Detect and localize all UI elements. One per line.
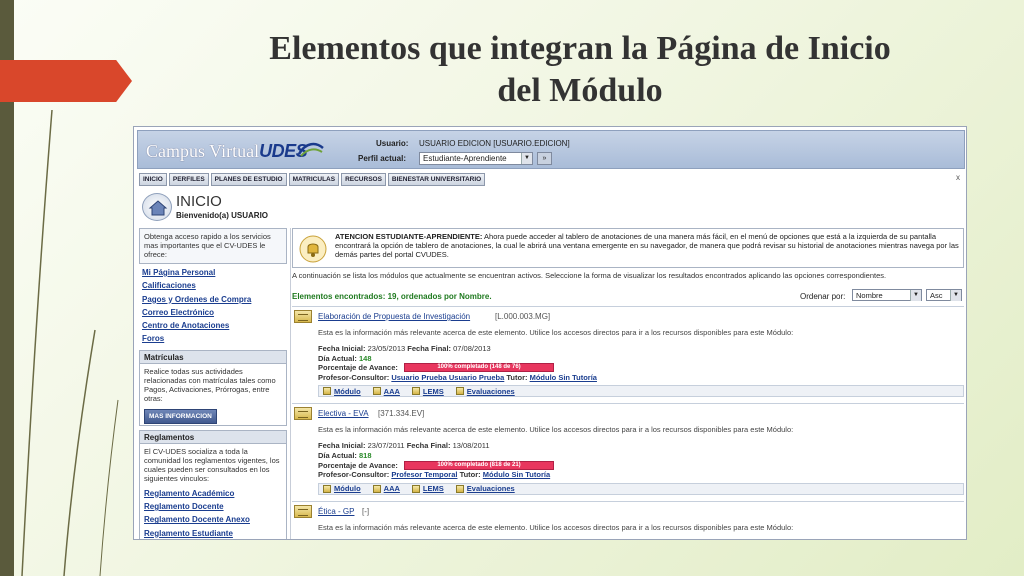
module-title-link[interactable]: Ética - GP: [318, 506, 355, 516]
reglamentos-text: El CV-UDES socializa a toda la comunidad los reglamentos vigentes, los cuales pueden ser consultados en los siguientes vinculos:: [144, 446, 280, 483]
module-progress-row: Porcentaje de Avance: 100% completado (148 de 76): [318, 363, 964, 373]
module-icon: [323, 485, 331, 493]
module-dates: Fecha Inicial: 23/05/2013 Fecha Final: 07/08/2013: [318, 344, 491, 353]
nav-tab-planes[interactable]: PLANES DE ESTUDIO: [211, 173, 287, 186]
book-icon: [412, 387, 420, 395]
module-toolbar: [318, 385, 964, 397]
nav-tab-perfiles[interactable]: PERFILES: [169, 173, 209, 186]
sidebar: [139, 228, 287, 540]
profesor-link[interactable]: Profesor Temporal: [391, 470, 458, 480]
order-field-select[interactable]: Nombre ▼: [852, 289, 922, 301]
bell-icon: [299, 235, 327, 263]
reglamento-estudiante-link[interactable]: Reglamento Estudiante: [144, 528, 233, 538]
checklist-icon: [456, 387, 464, 395]
tool-aaa-link[interactable]: AAA: [373, 484, 400, 493]
home-icon: [142, 193, 172, 221]
sidebar-info: Obtenga acceso rapido a los servicios mas importantes que el CV-UDES le ofrece:: [139, 228, 287, 264]
matriculas-section: [139, 350, 287, 426]
tool-aaa-link[interactable]: AAA: [373, 387, 400, 396]
tool-lems-link[interactable]: LEMS: [412, 387, 444, 396]
module-title-link[interactable]: Elaboración de Propuesta de Investigación: [318, 312, 471, 321]
module-people: Profesor-Consultor: Profesor Temporal Tutor: Módulo Sin Tutoría: [318, 470, 551, 480]
progress-bar: 100% completado (148 de 76): [404, 363, 554, 372]
sidebar-link-correo[interactable]: Correo Electrónico: [142, 307, 215, 317]
sidebar-links: [139, 266, 287, 346]
progress-bar: 100% completado (818 de 21): [404, 461, 554, 470]
chevron-down-icon: ▼: [910, 290, 921, 301]
folder-icon: [373, 387, 381, 395]
profesor-link[interactable]: Usuario Prueba Usuario Prueba: [391, 372, 505, 382]
module-icon: [294, 310, 312, 323]
module-description: Esta es la información más relevante acerca de este elemento. Utilice los accesos directos para ir a los recursos disponibles para este Módulo:: [318, 425, 794, 435]
nav-tab-bienestar[interactable]: BIENESTAR UNIVERSITARIO: [388, 173, 485, 186]
book-icon: [412, 485, 420, 493]
tool-modulo-link[interactable]: Módulo: [323, 484, 361, 493]
perfil-select[interactable]: Estudiante-Aprendiente ▼: [419, 152, 533, 165]
usuario-label: Usuario:: [376, 139, 409, 148]
module-dia-actual: Día Actual: 148: [318, 353, 372, 363]
tutor-link[interactable]: Módulo Sin Tutoría: [529, 372, 597, 382]
reglamento-docente-link[interactable]: Reglamento Docente: [144, 502, 224, 512]
module-icon: [294, 407, 312, 420]
sidebar-link-foros[interactable]: Foros: [142, 334, 165, 344]
tool-evaluaciones-link[interactable]: Evaluaciones: [456, 387, 515, 396]
module-item: [292, 501, 964, 534]
portal-logo[interactable]: Campus VirtualUDES: [146, 141, 308, 161]
nav-tab-inicio[interactable]: INICIO: [139, 173, 167, 186]
checklist-icon: [456, 485, 464, 493]
slide-title: [160, 28, 1000, 112]
reglamentos-section: [139, 430, 287, 540]
module-item: [292, 306, 964, 397]
announcement-text: Ahora puede acceder al tablero de anotaciones de una manera más fácil, en el menú de opciones que está a la izquierda de su pantalla encontrará la opción de tablero de anotaciones, la cual le abrirá una ventana emergente en su navegador, de manera que podrá revisar su historial de anotaciones mientras navega por las demás partes del portal CVUDES.: [335, 232, 959, 259]
perfil-label: Perfil actual:: [358, 154, 407, 163]
module-icon: [323, 387, 331, 395]
module-people: Profesor-Consultor: Usuario Prueba Usuario Prueba Tutor: Módulo Sin Tutoría: [318, 372, 597, 382]
reglamentos-title: Reglamentos: [140, 431, 286, 444]
main-content: [292, 228, 964, 534]
tool-evaluaciones-link[interactable]: Evaluaciones: [456, 484, 515, 493]
chevron-down-icon: ▼: [521, 153, 532, 164]
sidebar-link-anotaciones[interactable]: Centro de Anotaciones: [142, 321, 230, 331]
matriculas-title: Matrículas: [140, 351, 286, 364]
usuario-value: USUARIO EDICION [USUARIO.EDICION]: [419, 139, 570, 148]
module-toolbar: [318, 483, 964, 495]
chevron-down-icon: ▼: [950, 290, 961, 301]
portal-header: [137, 130, 965, 169]
tutor-link[interactable]: Módulo Sin Tutoría: [482, 470, 551, 480]
results-count: Elementos encontrados: 19, ordenados por Nombre.: [292, 292, 492, 301]
module-progress-row: Porcentaje de Avance: 100% completado (818 de 21): [318, 461, 964, 471]
module-description: Esta es la información más relevante acerca de este elemento. Utilice los accesos directos para ir a los recursos disponibles para este Módulo:: [318, 522, 794, 532]
close-icon[interactable]: x: [956, 173, 960, 182]
mas-informacion-button[interactable]: MAS INFORMACION: [144, 409, 217, 424]
module-description: Esta es la información más relevante acerca de este elemento. Utilice los accesos directos para ir a los recursos disponibles para este Módulo:: [318, 328, 794, 337]
module-code: [-]: [362, 506, 370, 516]
sidebar-link-calificaciones[interactable]: Calificaciones: [142, 281, 196, 291]
tool-modulo-link[interactable]: Módulo: [323, 387, 361, 396]
announcement-box: [292, 228, 964, 268]
main-nav: [139, 173, 485, 186]
order-direction-select[interactable]: Asc ▼: [926, 289, 962, 301]
welcome-text: Bienvenido(a) USUARIO: [176, 211, 269, 220]
column-divider: [290, 228, 291, 540]
module-dates: Fecha Inicial: 23/07/2011 Fecha Final: 13/08/2011: [318, 441, 490, 451]
slide-title-line2: del Módulo: [497, 72, 663, 109]
module-code: [371.334.EV]: [378, 409, 425, 419]
nav-tab-recursos[interactable]: RECURSOS: [341, 173, 386, 186]
matriculas-text: Realice todas sus actividades relacionadas con matrículas tales como Pagos, Activaciones, Prórrogas, entre otras:: [144, 366, 276, 403]
order-label: Ordenar por:: [800, 292, 846, 301]
sidebar-link-pagos[interactable]: Pagos y Ordenes de Compra: [142, 294, 252, 304]
nav-tab-matriculas[interactable]: MATRICULAS: [289, 173, 340, 186]
perfil-go-button[interactable]: »: [537, 152, 552, 165]
module-dia-actual: Día Actual: 818: [318, 450, 372, 460]
sidebar-link-pagina-personal[interactable]: Mi Página Personal: [142, 268, 216, 277]
results-bar: [292, 288, 964, 306]
folder-icon: [373, 485, 381, 493]
announcement-strong: ATENCION ESTUDIANTE-APRENDIENTE:: [335, 232, 483, 241]
module-icon: [294, 505, 312, 518]
logo-swoosh-icon: [298, 140, 324, 158]
portal-screenshot: [133, 126, 967, 540]
tool-lems-link[interactable]: LEMS: [412, 484, 444, 493]
lead-text: A continuación se lista los módulos que actualmente se encuentran activos. Seleccione la forma de visualizar los resultados encontrados aplicando las opciones correspondientes.: [292, 271, 887, 280]
module-title-link[interactable]: Electiva - EVA: [318, 409, 369, 419]
reglamento-academico-link[interactable]: Reglamento Académico: [144, 488, 235, 498]
page-title: INICIO: [176, 193, 222, 210]
module-code: [L.000.003.MG]: [495, 312, 551, 321]
slide-title-line1: Elementos que integran la Página de Inicio: [269, 30, 891, 67]
module-item: [292, 403, 964, 494]
slide-accent-arrow: [0, 60, 132, 102]
reglamento-docente-anexo-link[interactable]: Reglamento Docente Anexo: [144, 515, 250, 525]
